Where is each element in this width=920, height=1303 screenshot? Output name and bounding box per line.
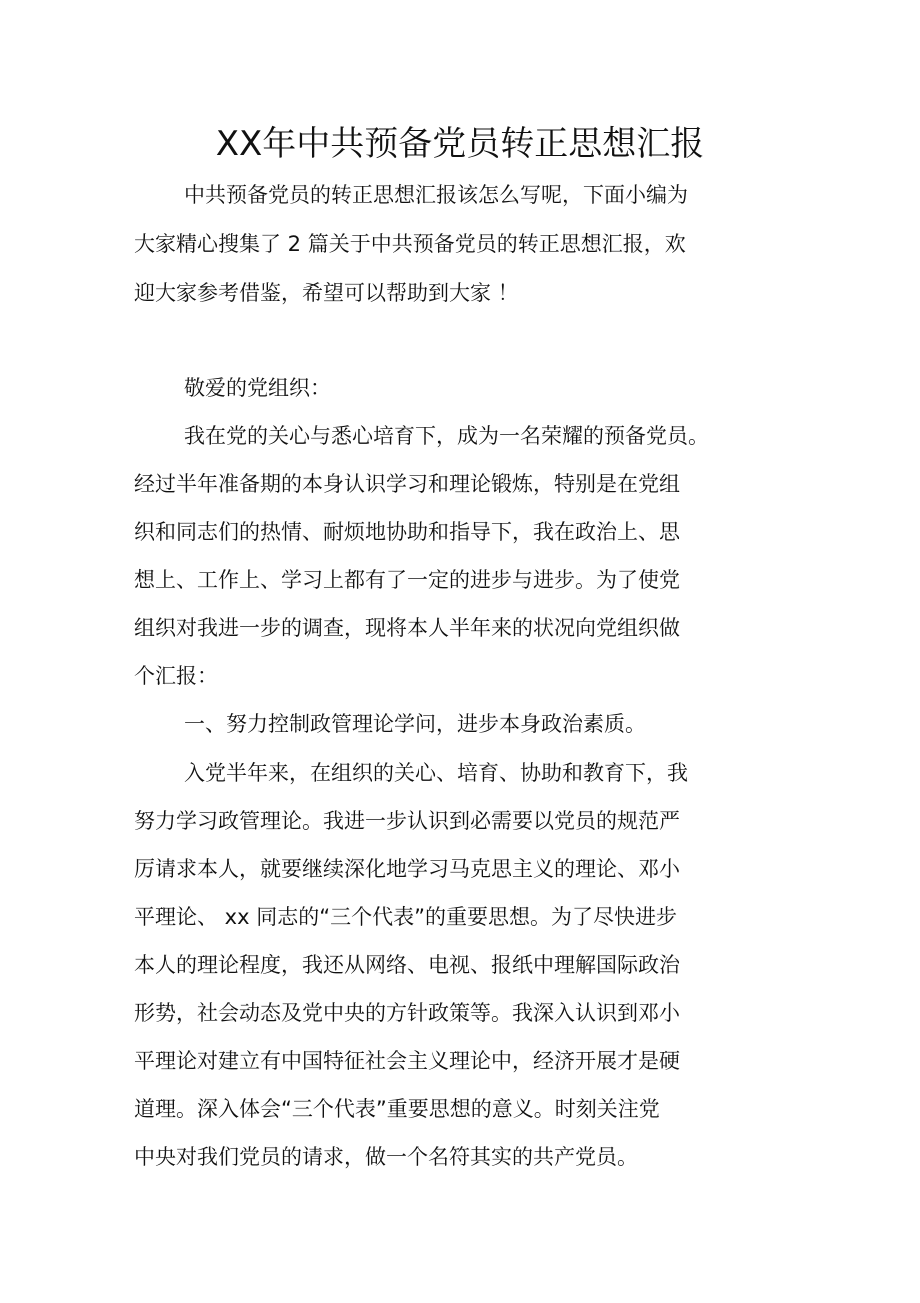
paragraph-2-line: 道理。深入体会“三个代表”重要思想的意义。时刻关注党 [134,1097,660,1121]
intro-line-3: 迎大家参考借鉴，希望可以帮助到大家 ！ [134,281,519,305]
section-1-heading: 一、努力控制政管理论学问，进步本身政治素质。 [184,712,646,736]
paragraph-1-line: 个汇报： [134,664,218,688]
paragraph-1-line: 经过半年准备期的本身认识学习和理论锻炼，特别是在党组 [134,472,680,496]
paragraph-2-line: 形势，社会动态及党中央的方针政策等。我深入认识到邓小 [134,1001,680,1025]
intro-line-1: 中共预备党员的转正思想汇报该怎么写呢，下面小编为 [184,183,688,207]
paragraph-2-line: 平理论、 xx 同志的“三个代表”的重要思想。为了尽快进步 [134,905,677,929]
paragraph-1-line: 织和同志们的热情、耐烦地协助和指导下，我在政治上、思 [134,520,680,544]
paragraph-1-line: 我在党的关心与悉心培育下，成为一名荣耀的预备党员。 [184,424,709,448]
paragraph-1-line: 想上、工作上、学习上都有了一定的进步与进步。为了使党 [134,568,680,592]
paragraph-2-line: 中央对我们党员的请求，做一个名符其实的共产党员。 [134,1145,638,1169]
paragraph-2-line: 厉请求本人，就要继续深化地学习马克思主义的理论、邓小 [134,857,680,881]
intro-line-2: 大家精心搜集了 2 篇关于中共预备党员的转正思想汇报，欢 [134,232,686,256]
paragraph-2-line: 入党半年来，在组织的关心、培育、协助和教育下，我 [184,761,688,785]
paragraph-2-line: 平理论对建立有中国特征社会主义理论中，经济开展才是硬 [134,1049,680,1073]
paragraph-1-line: 组织对我进一步的调查，现将本人半年来的状况向党组织做 [134,616,680,640]
paragraph-2-line: 本人的理论程度，我还从网络、电视、报纸中理解国际政治 [134,953,680,977]
paragraph-2-line: 努力学习政管理论。我进一步认识到必需要以党员的规范严 [134,809,680,833]
salutation: 敬爱的党组织： [184,376,331,400]
document-title: XX年中共预备党员转正思想汇报 [215,124,705,164]
